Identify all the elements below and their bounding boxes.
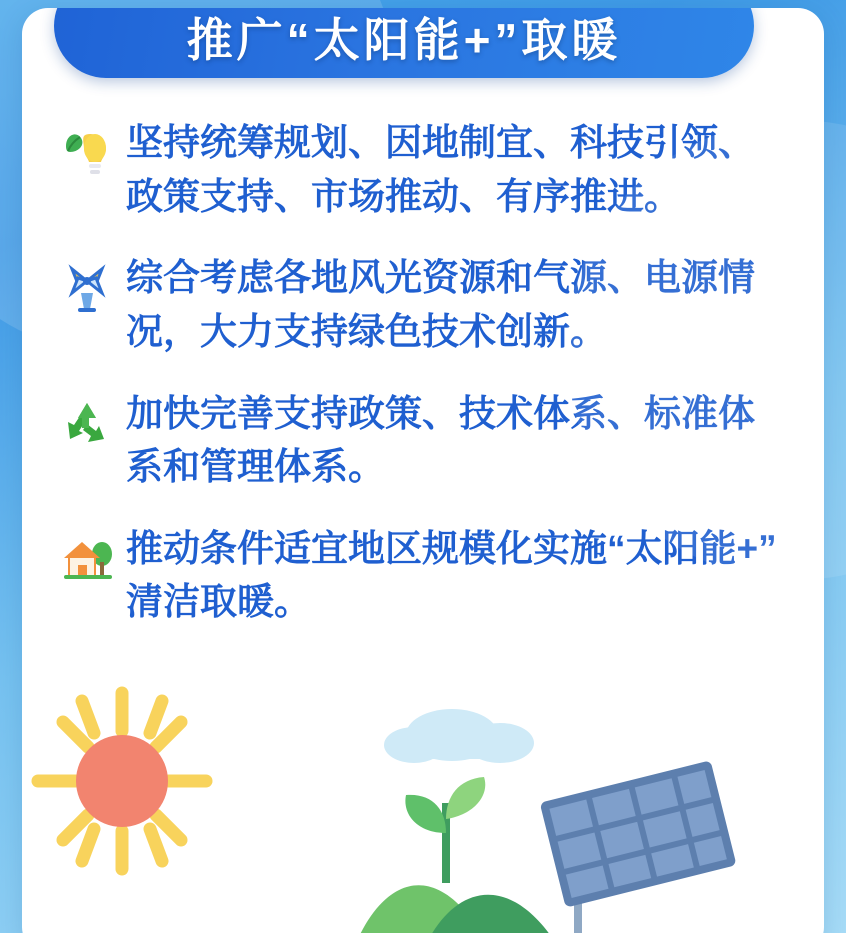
- list-item-text: 推动条件适宜地区规模化实施“太阳能+”清洁取暖。: [126, 527, 777, 623]
- list-item: [56, 387, 790, 494]
- list-item: [56, 116, 790, 223]
- bullet-list: [22, 116, 824, 657]
- house-tree-icon: [56, 528, 118, 590]
- sprout-icon: [405, 777, 485, 883]
- lightbulb-leaf-icon: [56, 122, 118, 184]
- list-item-text: 综合考虑各地风光资源和气源、电源情况，大力支持绿色技术创新。: [126, 257, 755, 352]
- page-title: 推广“太阳能+”取暖: [186, 14, 622, 67]
- list-item-text: 坚持统筹规划、因地制宜、科技引领、政策支持、市场推动、有序推进。: [126, 122, 755, 217]
- sun-icon: [38, 693, 206, 869]
- recycle-icon: [56, 393, 118, 455]
- list-item-text: 加快完善支持政策、技术体系、标准体系和管理体系。: [126, 392, 755, 488]
- bottom-illustration: [22, 683, 824, 933]
- cloud-icon: [384, 709, 534, 763]
- list-item: [56, 522, 790, 629]
- content-card: [22, 8, 824, 933]
- windmill-icon: [56, 257, 118, 319]
- title-banner: [54, 8, 754, 78]
- solar-panel-icon: [540, 760, 737, 933]
- list-item: [56, 251, 790, 358]
- green-hill-icon: [352, 885, 562, 933]
